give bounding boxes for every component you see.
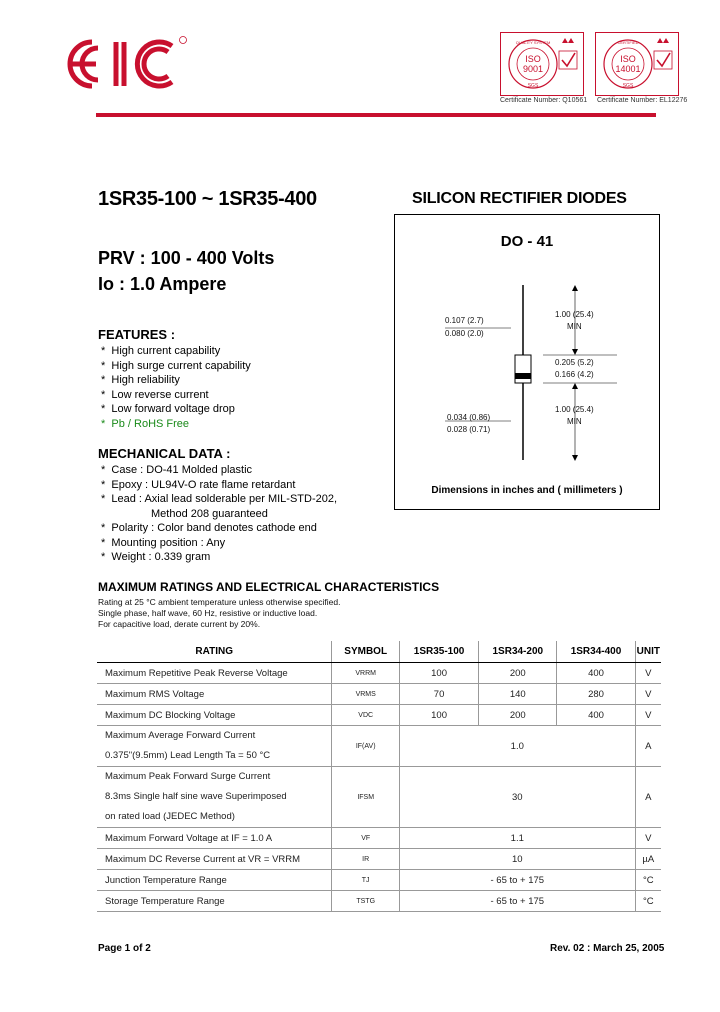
table-row: Maximum RMS Voltage VRMS 70 140 280 V bbox=[97, 684, 661, 705]
table-row: Maximum Forward Voltage at IF = 1.0 A VF 1.1 V bbox=[97, 828, 661, 849]
iso-9001-seal-icon bbox=[501, 33, 583, 95]
ratings-heading: MAXIMUM RATINGS AND ELECTRICAL CHARACTERISTICS bbox=[98, 580, 440, 594]
cert1-top: QUALITY SYSTEM bbox=[515, 40, 551, 45]
list-item: * High current capability bbox=[101, 345, 221, 357]
list-item: * Mounting position : Any bbox=[101, 536, 226, 549]
list-item: * Weight : 0.339 gram bbox=[101, 551, 211, 563]
col-symbol: SYMBOL bbox=[332, 641, 400, 663]
cert1-standard: ISO bbox=[525, 54, 541, 64]
row-label-line: Maximum Peak Forward Surge Current bbox=[105, 771, 271, 782]
col-part-400: 1SR34-400 bbox=[557, 641, 635, 663]
features-heading: FEATURES : bbox=[98, 327, 176, 342]
table-row: Junction Temperature Range TJ - 65 to + 175 °C bbox=[97, 870, 661, 891]
revision-date: Rev. 02 : March 25, 2005 bbox=[550, 943, 665, 954]
package-title: DO - 41 bbox=[500, 233, 554, 250]
table-row: Maximum DC Reverse Current at VR = VRRM IR 10 µA bbox=[97, 849, 661, 870]
row-label-line: 0.375"(9.5mm) Lead Length Ta = 50 °C bbox=[105, 750, 271, 761]
iso-9001-badge bbox=[500, 32, 584, 96]
lead-length2-min: MIN bbox=[567, 417, 582, 426]
table-row: Maximum Repetitive Peak Reverse Voltage VRRM 100 200 400 V bbox=[97, 663, 661, 684]
mechanical-heading: MECHANICAL DATA : bbox=[98, 446, 231, 461]
list-item: * Lead : Axial lead solderable per MIL-STD-202, bbox=[101, 493, 338, 505]
table-row: Maximum DC Blocking Voltage VDC 100 200 400 V bbox=[97, 705, 661, 726]
body-length-bottom: 0.166 (4.2) bbox=[555, 370, 594, 379]
list-item: * Polarity : Color band denotes cathode end bbox=[101, 522, 317, 534]
lead-diameter-top: 0.107 (2.7) bbox=[445, 316, 484, 325]
prv-rating: PRV : 100 - 400 Volts bbox=[98, 248, 275, 268]
cert1-number: 9001 bbox=[522, 64, 544, 74]
note-line: Single phase, half wave, 60 Hz, resistive or inductive load. bbox=[98, 608, 318, 618]
mechanical-list bbox=[101, 463, 337, 565]
io-rating: Io : 1.0 Ampere bbox=[98, 274, 227, 294]
dimensions-note: Dimensions in inches and ( millimeters ) bbox=[431, 485, 623, 496]
lead-length-top: 1.00 (25.4) bbox=[555, 310, 594, 319]
cert2-number: 14001 bbox=[615, 64, 641, 74]
list-item: * Epoxy : UL94V-O rate flame retardant bbox=[101, 478, 296, 491]
product-description: SILICON RECTIFIER DIODES bbox=[412, 190, 627, 207]
ratings-notes bbox=[98, 597, 340, 630]
list-item: Method 208 guaranteed bbox=[151, 507, 268, 520]
cert1-number-text: Certificate Number: Q10561 bbox=[500, 97, 588, 104]
cert2-top: CERTIFIED bbox=[617, 40, 639, 45]
header-divider bbox=[96, 113, 656, 117]
do41-diagram-icon bbox=[395, 215, 659, 509]
part-numbers: 1SR35-100 ~ 1SR35-400 bbox=[98, 188, 317, 210]
col-unit: UNIT bbox=[635, 641, 661, 663]
col-part-200: 1SR34-200 bbox=[479, 641, 557, 663]
iso-14001-badge bbox=[595, 32, 679, 96]
page-number: Page 1 of 2 bbox=[98, 943, 151, 954]
row-label-line: 8.3ms Single half sine wave Superimposed bbox=[105, 791, 287, 802]
body-length-top: 0.205 (5.2) bbox=[555, 358, 594, 367]
package-outline-box bbox=[394, 214, 660, 510]
wire-diameter-top: 0.034 (0.86) bbox=[447, 413, 491, 422]
row-label-line: on rated load (JEDEC Method) bbox=[105, 811, 235, 822]
row-label-line: Maximum Average Forward Current bbox=[105, 730, 256, 741]
eic-logo bbox=[60, 34, 190, 94]
lead-length-min: MIN bbox=[567, 322, 582, 331]
ratings-table bbox=[97, 641, 661, 912]
table-row: Storage Temperature Range TSTG - 65 to + 175 °C bbox=[97, 891, 661, 912]
list-item: * Low forward voltage drop bbox=[101, 403, 235, 415]
col-rating: RATING bbox=[97, 641, 332, 663]
table-header-row bbox=[97, 641, 661, 663]
list-item: * High reliability bbox=[101, 374, 180, 386]
features-list bbox=[101, 344, 251, 431]
list-item: * Low reverse current bbox=[101, 388, 209, 401]
cert2-footer: SGS bbox=[622, 83, 634, 89]
note-line: For capacitive load, derate current by 20%. bbox=[98, 619, 261, 629]
list-item: * High surge current capability bbox=[101, 359, 251, 372]
note-line: Rating at 25 °C ambient temperature unless otherwise specified. bbox=[98, 597, 341, 607]
lead-length2-top: 1.00 (25.4) bbox=[555, 405, 594, 414]
table-row: Maximum Peak Forward Surge Current 8.3ms Single half sine wave Superimposed on rated load (JEDEC Method) IFSM 30 A bbox=[97, 767, 661, 828]
col-part-100: 1SR35-100 bbox=[399, 641, 478, 663]
cert2-number-text: Certificate Number: EL12276 bbox=[597, 97, 688, 104]
cert2-standard: ISO bbox=[620, 54, 636, 64]
lead-diameter-bottom: 0.080 (2.0) bbox=[445, 329, 484, 338]
wire-diameter-bottom: 0.028 (0.71) bbox=[447, 425, 491, 434]
list-item-rohs: * Pb / RoHS Free bbox=[101, 417, 190, 430]
cert1-footer: SGS bbox=[527, 83, 539, 89]
table-row: Maximum Average Forward Current 0.375"(9.5mm) Lead Length Ta = 50 °C IF(AV) 1.0 A bbox=[97, 726, 661, 767]
list-item: * Case : DO-41 Molded plastic bbox=[101, 464, 253, 476]
iso-14001-seal-icon bbox=[596, 33, 678, 95]
